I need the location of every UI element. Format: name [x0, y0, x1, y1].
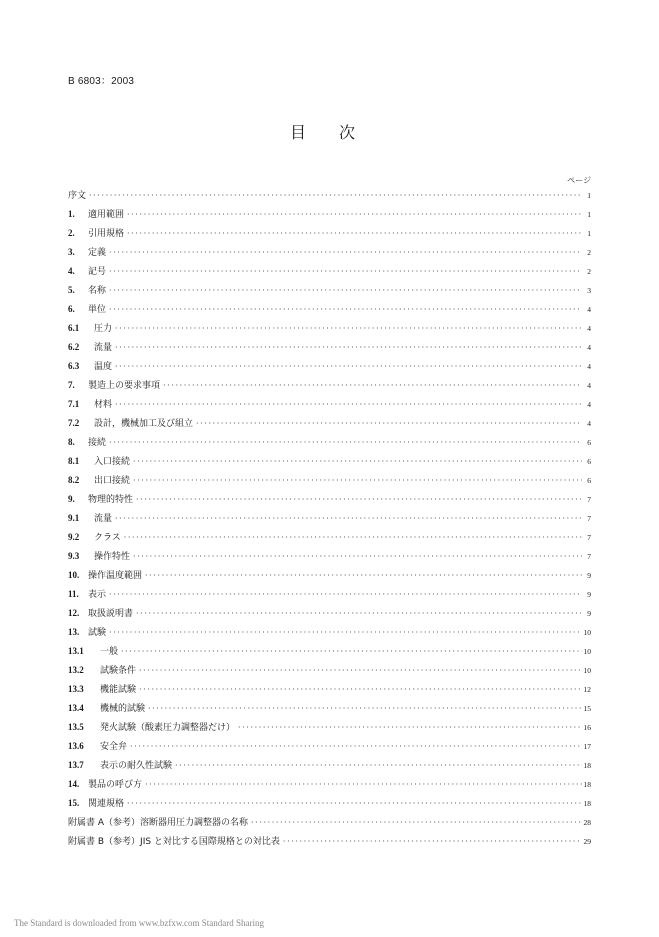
toc-leader-dots: [136, 495, 582, 504]
toc-leader-dots: [127, 229, 582, 238]
toc-entry-page: 4: [587, 381, 591, 390]
toc-entry-title: 序文: [68, 191, 87, 201]
toc-entry[interactable]: [68, 682, 591, 701]
toc-leader-dots: [145, 780, 582, 789]
toc-entry[interactable]: [68, 226, 591, 245]
toc-entry-page: 18: [583, 761, 591, 770]
toc-entry[interactable]: [68, 701, 591, 720]
toc-entry-page: 4: [587, 305, 591, 314]
toc-leader-dots: [109, 628, 582, 637]
toc-entry[interactable]: [68, 834, 591, 853]
toc-entry-title: 附属書 A（参考）溶断器用圧力調整器の名称: [68, 818, 249, 828]
toc-entry-page: 9: [587, 590, 591, 599]
toc-entry-title: 一般: [100, 647, 119, 657]
toc-entry-number: 7.: [68, 380, 75, 390]
toc-entry[interactable]: [68, 283, 591, 302]
toc-leader-dots: [196, 419, 582, 428]
toc-leader-dots: [124, 533, 582, 542]
toc-entry-number: 6.: [68, 304, 75, 314]
toc-entry-number: 6.1: [68, 323, 80, 333]
toc-entry-title: 試験: [88, 628, 107, 638]
toc-entry-page: 10: [583, 666, 591, 675]
toc-leader-dots: [115, 514, 582, 523]
toc-leader-dots: [139, 666, 582, 675]
toc-entry[interactable]: [68, 549, 591, 568]
toc-entry[interactable]: [68, 587, 591, 606]
toc-entry[interactable]: [68, 796, 591, 815]
toc-entry-number: 2.: [68, 228, 75, 238]
toc-entry[interactable]: [68, 758, 591, 777]
toc-entry-page: 4: [587, 343, 591, 352]
toc-entry-page: 15: [583, 704, 591, 713]
toc-entry-title: 設計，機械加工及び組立: [94, 419, 194, 429]
toc-entry-page: 4: [587, 419, 591, 428]
toc-entry-page: 1: [587, 191, 591, 200]
toc-entry[interactable]: [68, 606, 591, 625]
toc-leader-dots: [127, 210, 582, 219]
page-title: 目 次: [289, 123, 370, 142]
toc-entry[interactable]: [68, 530, 591, 549]
toc-leader-dots: [115, 324, 582, 333]
toc-leader-dots: [133, 552, 582, 561]
toc-entry-title: 機械的試験: [100, 704, 146, 714]
toc-entry-number: 3.: [68, 247, 75, 257]
toc-entry-number: 13.7: [68, 760, 84, 770]
toc-entry-number: 5.: [68, 285, 75, 295]
toc-entry-page: 7: [587, 533, 591, 542]
toc-entry-title: 操作特性: [94, 552, 131, 562]
toc-entry-title: 温度: [94, 362, 113, 372]
toc-entry-title: 接続: [88, 438, 107, 448]
toc-leader-dots: [109, 438, 582, 447]
toc-leader-dots: [238, 723, 582, 732]
toc-entry-page: 1: [587, 210, 591, 219]
toc-entry-title: 圧力: [94, 324, 113, 334]
toc-entry-number: 15.: [68, 798, 80, 808]
toc-entry-page: 10: [583, 628, 591, 637]
toc-entry-number: 14.: [68, 779, 80, 789]
toc-entry-number: 6.3: [68, 361, 80, 371]
toc-leader-dots: [109, 267, 582, 276]
toc-entry[interactable]: [68, 511, 591, 530]
toc-leader-dots: [175, 761, 582, 770]
toc-entry-number: 9.1: [68, 513, 80, 523]
toc-leader-dots: [130, 742, 582, 751]
toc-entry-page: 7: [587, 514, 591, 523]
toc-leader-dots: [133, 457, 582, 466]
footer-text: The Standard is downloaded from www.bzfxw.com Standard Sharing: [14, 918, 265, 928]
toc-leader-dots: [133, 476, 582, 485]
toc-entry-title: 引用規格: [88, 229, 125, 239]
toc-entry-number: 8.: [68, 437, 75, 447]
toc-entry[interactable]: [68, 644, 591, 663]
toc-leader-dots: [139, 685, 582, 694]
toc-entry-title: 記号: [88, 267, 107, 277]
toc-entry-page: 28: [583, 818, 591, 827]
toc-entry-title: 操作温度範囲: [88, 571, 143, 581]
toc-entry-number: 7.1: [68, 399, 80, 409]
toc-entry-title: 入口接続: [94, 457, 131, 467]
toc-leader-dots: [283, 837, 582, 846]
toc-entry-page: 4: [587, 362, 591, 371]
toc-entry-page: 2: [587, 248, 591, 257]
toc-entry-page: 17: [583, 742, 591, 751]
toc-entry-title: 適用範囲: [88, 210, 125, 220]
toc-entry-page: 6: [587, 476, 591, 485]
toc-entry[interactable]: [68, 454, 591, 473]
toc-entry[interactable]: [68, 321, 591, 340]
toc-entry-page: 3: [587, 286, 591, 295]
toc-entry-page: 9: [587, 609, 591, 618]
toc-entry-number: 13.4: [68, 703, 84, 713]
toc-entry-page: 6: [587, 438, 591, 447]
toc-entry[interactable]: [68, 264, 591, 283]
toc-leader-dots: [148, 704, 582, 713]
toc-entry-page: 29: [583, 837, 591, 846]
toc-entry-number: 9.3: [68, 551, 80, 561]
toc-entry-title: 出口接続: [94, 476, 131, 486]
toc-entry-page: 12: [583, 685, 591, 694]
toc-entry[interactable]: [68, 416, 591, 435]
toc-entry-number: 12.: [68, 608, 80, 618]
toc-entry-title: 定義: [88, 248, 107, 258]
toc-entry[interactable]: [68, 378, 591, 397]
toc-entry-title: 発火試験（酸素圧力調整器だけ）: [100, 723, 236, 733]
toc-entry-page: 6: [587, 457, 591, 466]
toc-entry[interactable]: [68, 207, 591, 226]
table-of-contents: [68, 188, 591, 853]
toc-entry[interactable]: [68, 739, 591, 758]
toc-entry-page: 2: [587, 267, 591, 276]
toc-entry[interactable]: [68, 815, 591, 834]
toc-entry-number: 11.: [68, 589, 79, 599]
toc-leader-dots: [109, 286, 582, 295]
toc-entry-number: 8.2: [68, 475, 80, 485]
toc-entry-number: 4.: [68, 266, 75, 276]
toc-entry-title: 安全弁: [100, 742, 128, 752]
toc-entry-number: 13.5: [68, 722, 84, 732]
toc-entry-title: 試験条件: [100, 666, 137, 676]
toc-entry-number: 13.1: [68, 646, 84, 656]
toc-entry[interactable]: [68, 720, 591, 739]
toc-entry-page: 1: [587, 229, 591, 238]
toc-leader-dots: [163, 381, 582, 390]
toc-leader-dots: [251, 818, 582, 827]
toc-entry-page: 7: [587, 495, 591, 504]
toc-entry[interactable]: [68, 568, 591, 587]
toc-entry-number: 13.2: [68, 665, 84, 675]
toc-leader-dots: [109, 305, 582, 314]
toc-entry[interactable]: [68, 397, 591, 416]
toc-entry[interactable]: [68, 492, 591, 511]
toc-entry-page: 7: [587, 552, 591, 561]
toc-entry-title: 製品の呼び方: [88, 780, 143, 790]
toc-entry-number: 13.6: [68, 741, 84, 751]
toc-entry[interactable]: [68, 245, 591, 264]
toc-entry-number: 9.2: [68, 532, 80, 542]
toc-entry[interactable]: [68, 435, 591, 454]
toc-entry[interactable]: [68, 340, 591, 359]
toc-leader-dots: [115, 343, 582, 352]
toc-leader-dots: [127, 799, 582, 808]
toc-entry-number: 1.: [68, 209, 75, 219]
toc-entry-number: 6.2: [68, 342, 80, 352]
toc-entry[interactable]: [68, 359, 591, 378]
toc-leader-dots: [89, 191, 582, 200]
toc-entry-title: 表示の耐久性試験: [100, 761, 173, 771]
toc-entry-page: 10: [583, 647, 591, 656]
toc-entry-title: 流量: [94, 514, 113, 524]
toc-entry-page: 18: [583, 780, 591, 789]
toc-entry-number: 8.1: [68, 456, 80, 466]
toc-leader-dots: [121, 647, 582, 656]
toc-entry-number: 13.3: [68, 684, 84, 694]
toc-entry-title: 機能試験: [100, 685, 137, 695]
toc-entry-number: 13.: [68, 627, 80, 637]
toc-entry-title: 関連規格: [88, 799, 125, 809]
toc-entry-number: 9.: [68, 494, 75, 504]
toc-leader-dots: [136, 609, 582, 618]
toc-leader-dots: [115, 400, 582, 409]
toc-entry-title: 製造上の要求事項: [88, 381, 161, 391]
toc-entry-title: クラス: [94, 533, 121, 543]
toc-entry-page: 4: [587, 400, 591, 409]
toc-entry[interactable]: [68, 663, 591, 682]
toc-entry-number: 7.2: [68, 418, 80, 428]
toc-entry-title: 取扱説明書: [88, 609, 134, 619]
toc-entry-number: 10.: [68, 570, 80, 580]
toc-entry-title: 附属書 B（参考）JIS と対比する国際規格との対比表: [68, 837, 280, 847]
toc-entry-title: 物理的特性: [88, 495, 134, 505]
toc-entry-title: 単位: [88, 305, 107, 315]
toc-entry-page: 16: [583, 723, 591, 732]
toc-entry-title: 材料: [94, 400, 113, 410]
page-column-label: ページ: [567, 176, 591, 185]
toc-entry-page: 9: [587, 571, 591, 580]
toc-leader-dots: [115, 362, 582, 371]
toc-entry-page: 4: [587, 324, 591, 333]
toc-leader-dots: [145, 571, 582, 580]
toc-entry[interactable]: [68, 777, 591, 796]
toc-leader-dots: [109, 590, 582, 599]
toc-entry[interactable]: [68, 473, 591, 492]
toc-entry-title: 表示: [88, 590, 107, 600]
toc-entry[interactable]: [68, 625, 591, 644]
toc-entry-title: 名称: [88, 286, 107, 296]
toc-leader-dots: [109, 248, 582, 257]
toc-entry[interactable]: [68, 188, 591, 207]
doc-code: B 6803：2003: [68, 76, 135, 87]
toc-entry[interactable]: [68, 302, 591, 321]
toc-entry-page: 18: [583, 799, 591, 808]
toc-entry-title: 流量: [94, 343, 113, 353]
